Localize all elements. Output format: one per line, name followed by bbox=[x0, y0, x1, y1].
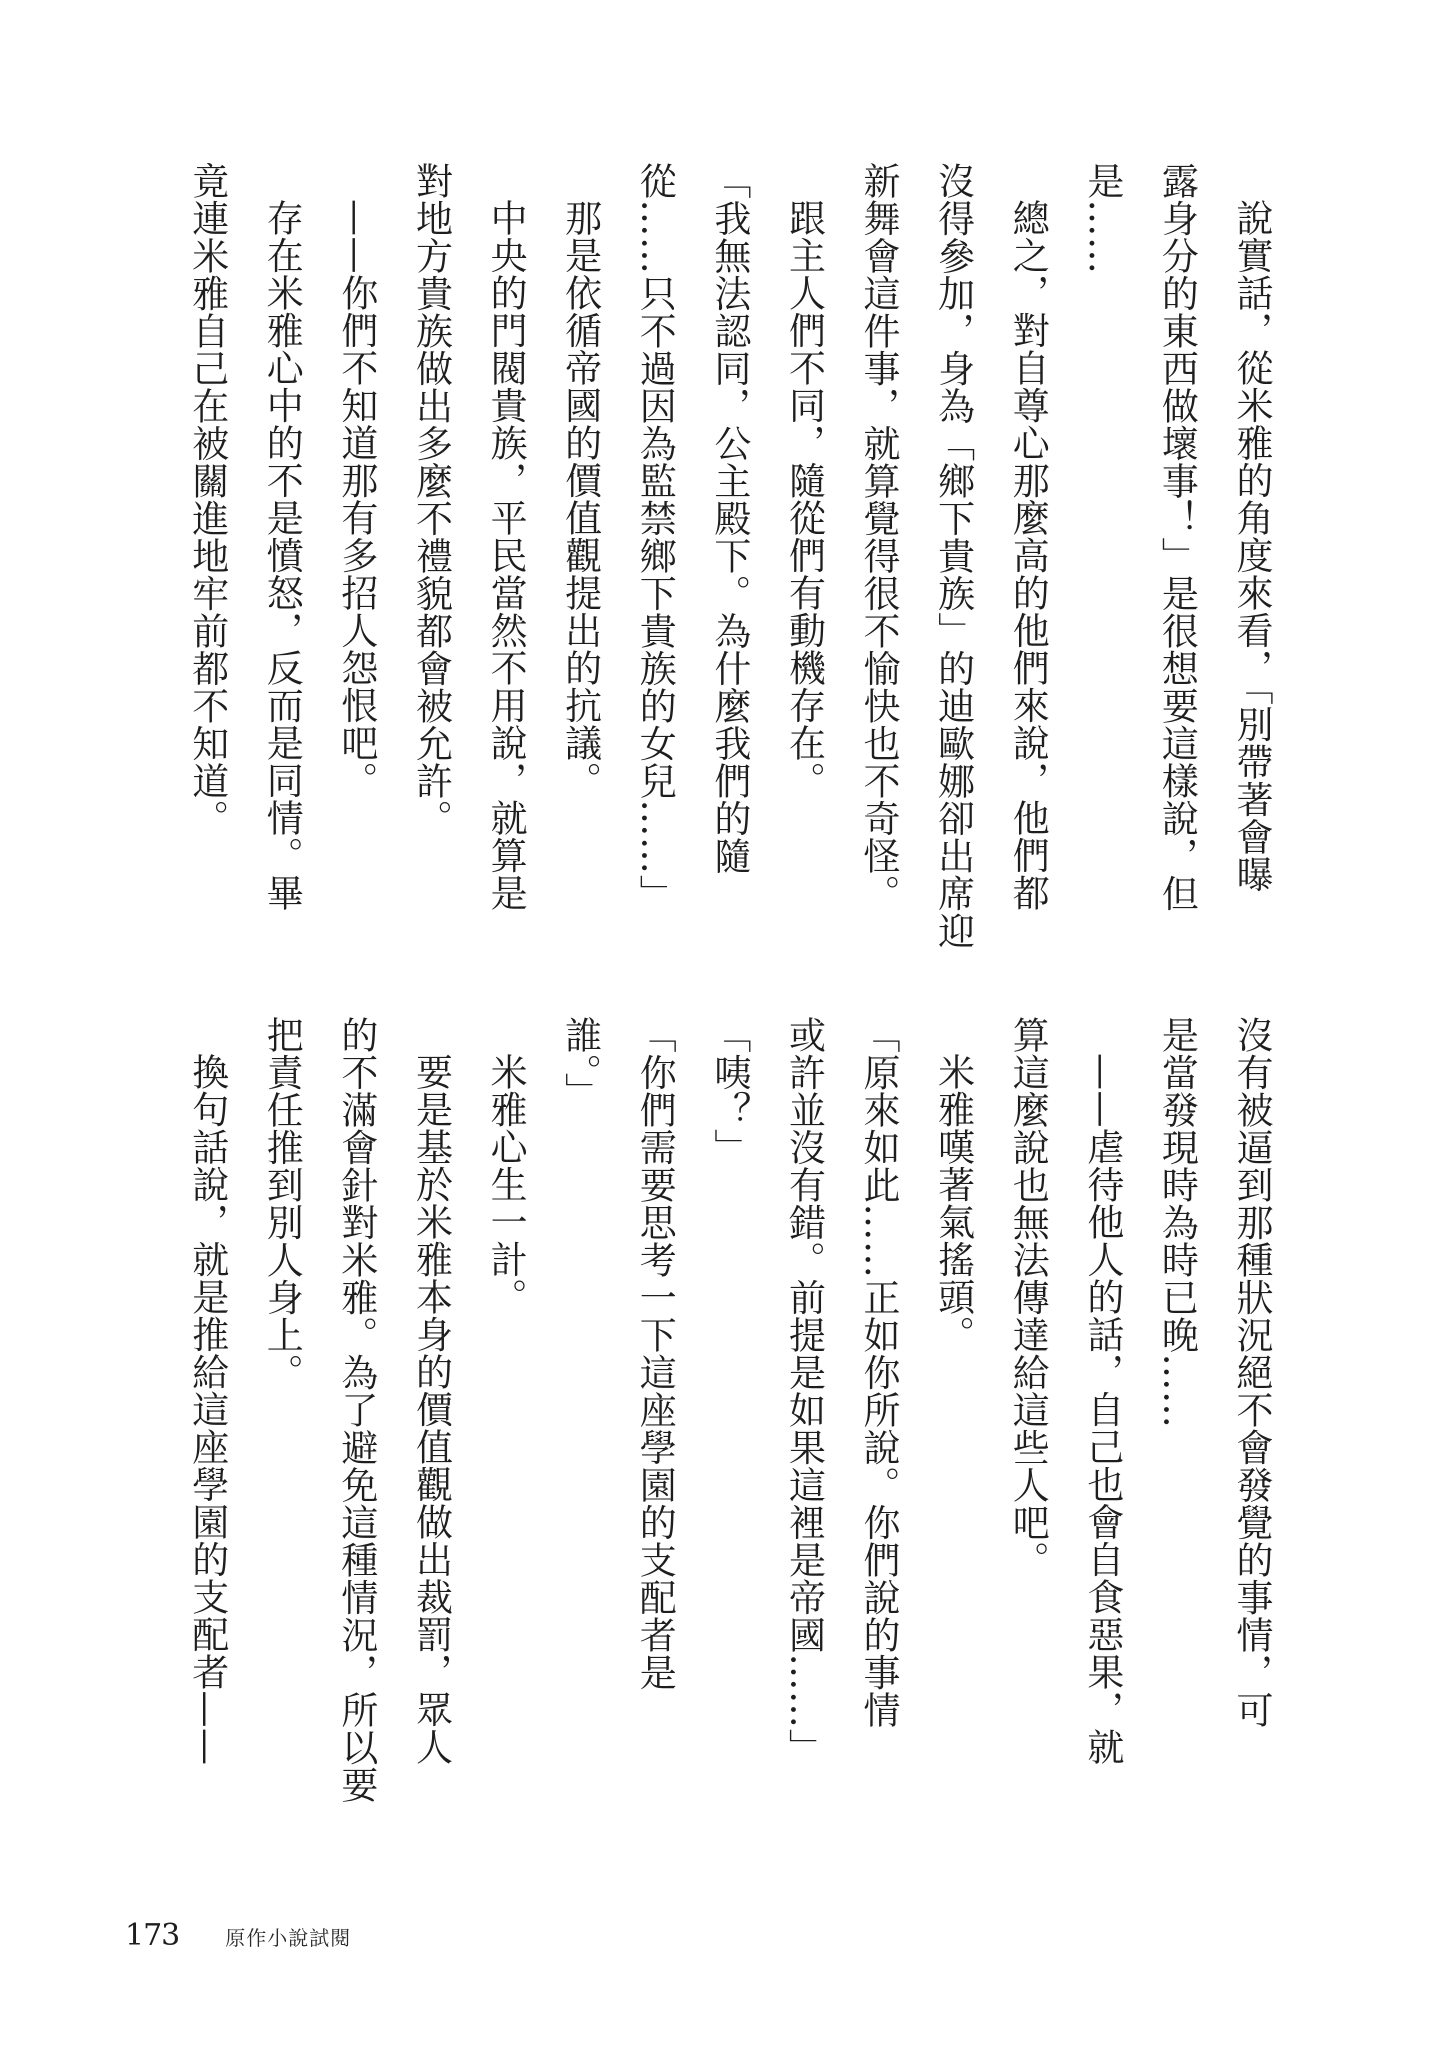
text-line: 換句話說，就是推給這座學園的支配者—— bbox=[185, 1053, 229, 1766]
text-line: 「咦？」 bbox=[707, 1016, 751, 1166]
text-line: 沒得參加，身為「鄉下貴族」的迪歐娜卻出席迎 bbox=[931, 162, 975, 950]
text-line: 米雅嘆著氣搖頭。 bbox=[931, 1053, 975, 1353]
text-line: 新舞會這件事，就算覺得很不愉快也不奇怪。 bbox=[857, 162, 901, 912]
text-line: 從……只不過因為監禁鄉下貴族的女兒……」 bbox=[633, 162, 677, 912]
page-number: 173 bbox=[125, 1918, 180, 1953]
text-line: 竟連米雅自己在被關進地牢前都不知道。 bbox=[185, 162, 229, 837]
upper-text-block bbox=[148, 162, 1288, 950]
text-line: 說實話，從米雅的角度來看，「別帶著會曝 bbox=[1230, 199, 1273, 893]
text-line: 是…… bbox=[1080, 162, 1124, 275]
text-line: 露身分的東西做壞事！」是很想要這樣說，但 bbox=[1155, 162, 1199, 912]
text-line: 誰。」 bbox=[558, 1016, 602, 1110]
text-line: 或許並沒有錯。前提是如果這裡是帝國……」 bbox=[782, 1016, 826, 1766]
text-line: 那是依循帝國的價值觀提出的抗議。 bbox=[558, 199, 602, 799]
text-line: 「原來如此……正如你所說。你們說的事情 bbox=[857, 1016, 901, 1729]
text-line: 的不滿會針對米雅。為了避免這種情況，所以要 bbox=[334, 1016, 378, 1804]
text-line: 把責任推到別人身上。 bbox=[260, 1016, 304, 1391]
text-line: 沒有被逼到那種狀況絕不會發覺的事情，可 bbox=[1230, 1016, 1273, 1729]
text-line: 是當發現時為時已晚…… bbox=[1155, 1016, 1199, 1429]
text-line: 總之，對自尊心那麼高的他們來說，他們都 bbox=[1006, 199, 1050, 912]
text-line: 「我無法認同，公主殿下。為什麼我們的隨 bbox=[707, 162, 751, 875]
text-line: 米雅心生一計。 bbox=[484, 1053, 528, 1316]
text-line: 跟主人們不同，隨從們有動機存在。 bbox=[782, 199, 826, 799]
text-line: 中央的門閥貴族，平民當然不用說，就算是 bbox=[484, 199, 528, 912]
text-line: 算這麼說也無法傳達給這些人吧。 bbox=[1006, 1016, 1050, 1579]
text-line: 「你們需要思考一下這座學園的支配者是 bbox=[633, 1016, 677, 1691]
lower-text-block bbox=[148, 1016, 1288, 1811]
page-footer bbox=[125, 1918, 351, 1958]
text-line: ——你們不知道那有多招人怨恨吧。 bbox=[334, 199, 378, 799]
text-line: 對地方貴族做出多麼不禮貌都會被允許。 bbox=[409, 162, 453, 837]
text-line: 要是基於米雅本身的價值觀做出裁罰，眾人 bbox=[409, 1053, 453, 1766]
text-line: 存在米雅心中的不是憤怒，反而是同情。畢 bbox=[260, 199, 304, 912]
text-line: ——虐待他人的話，自己也會自食惡果，就 bbox=[1080, 1053, 1124, 1766]
running-title: 原作小說試閱 bbox=[225, 1926, 352, 1950]
